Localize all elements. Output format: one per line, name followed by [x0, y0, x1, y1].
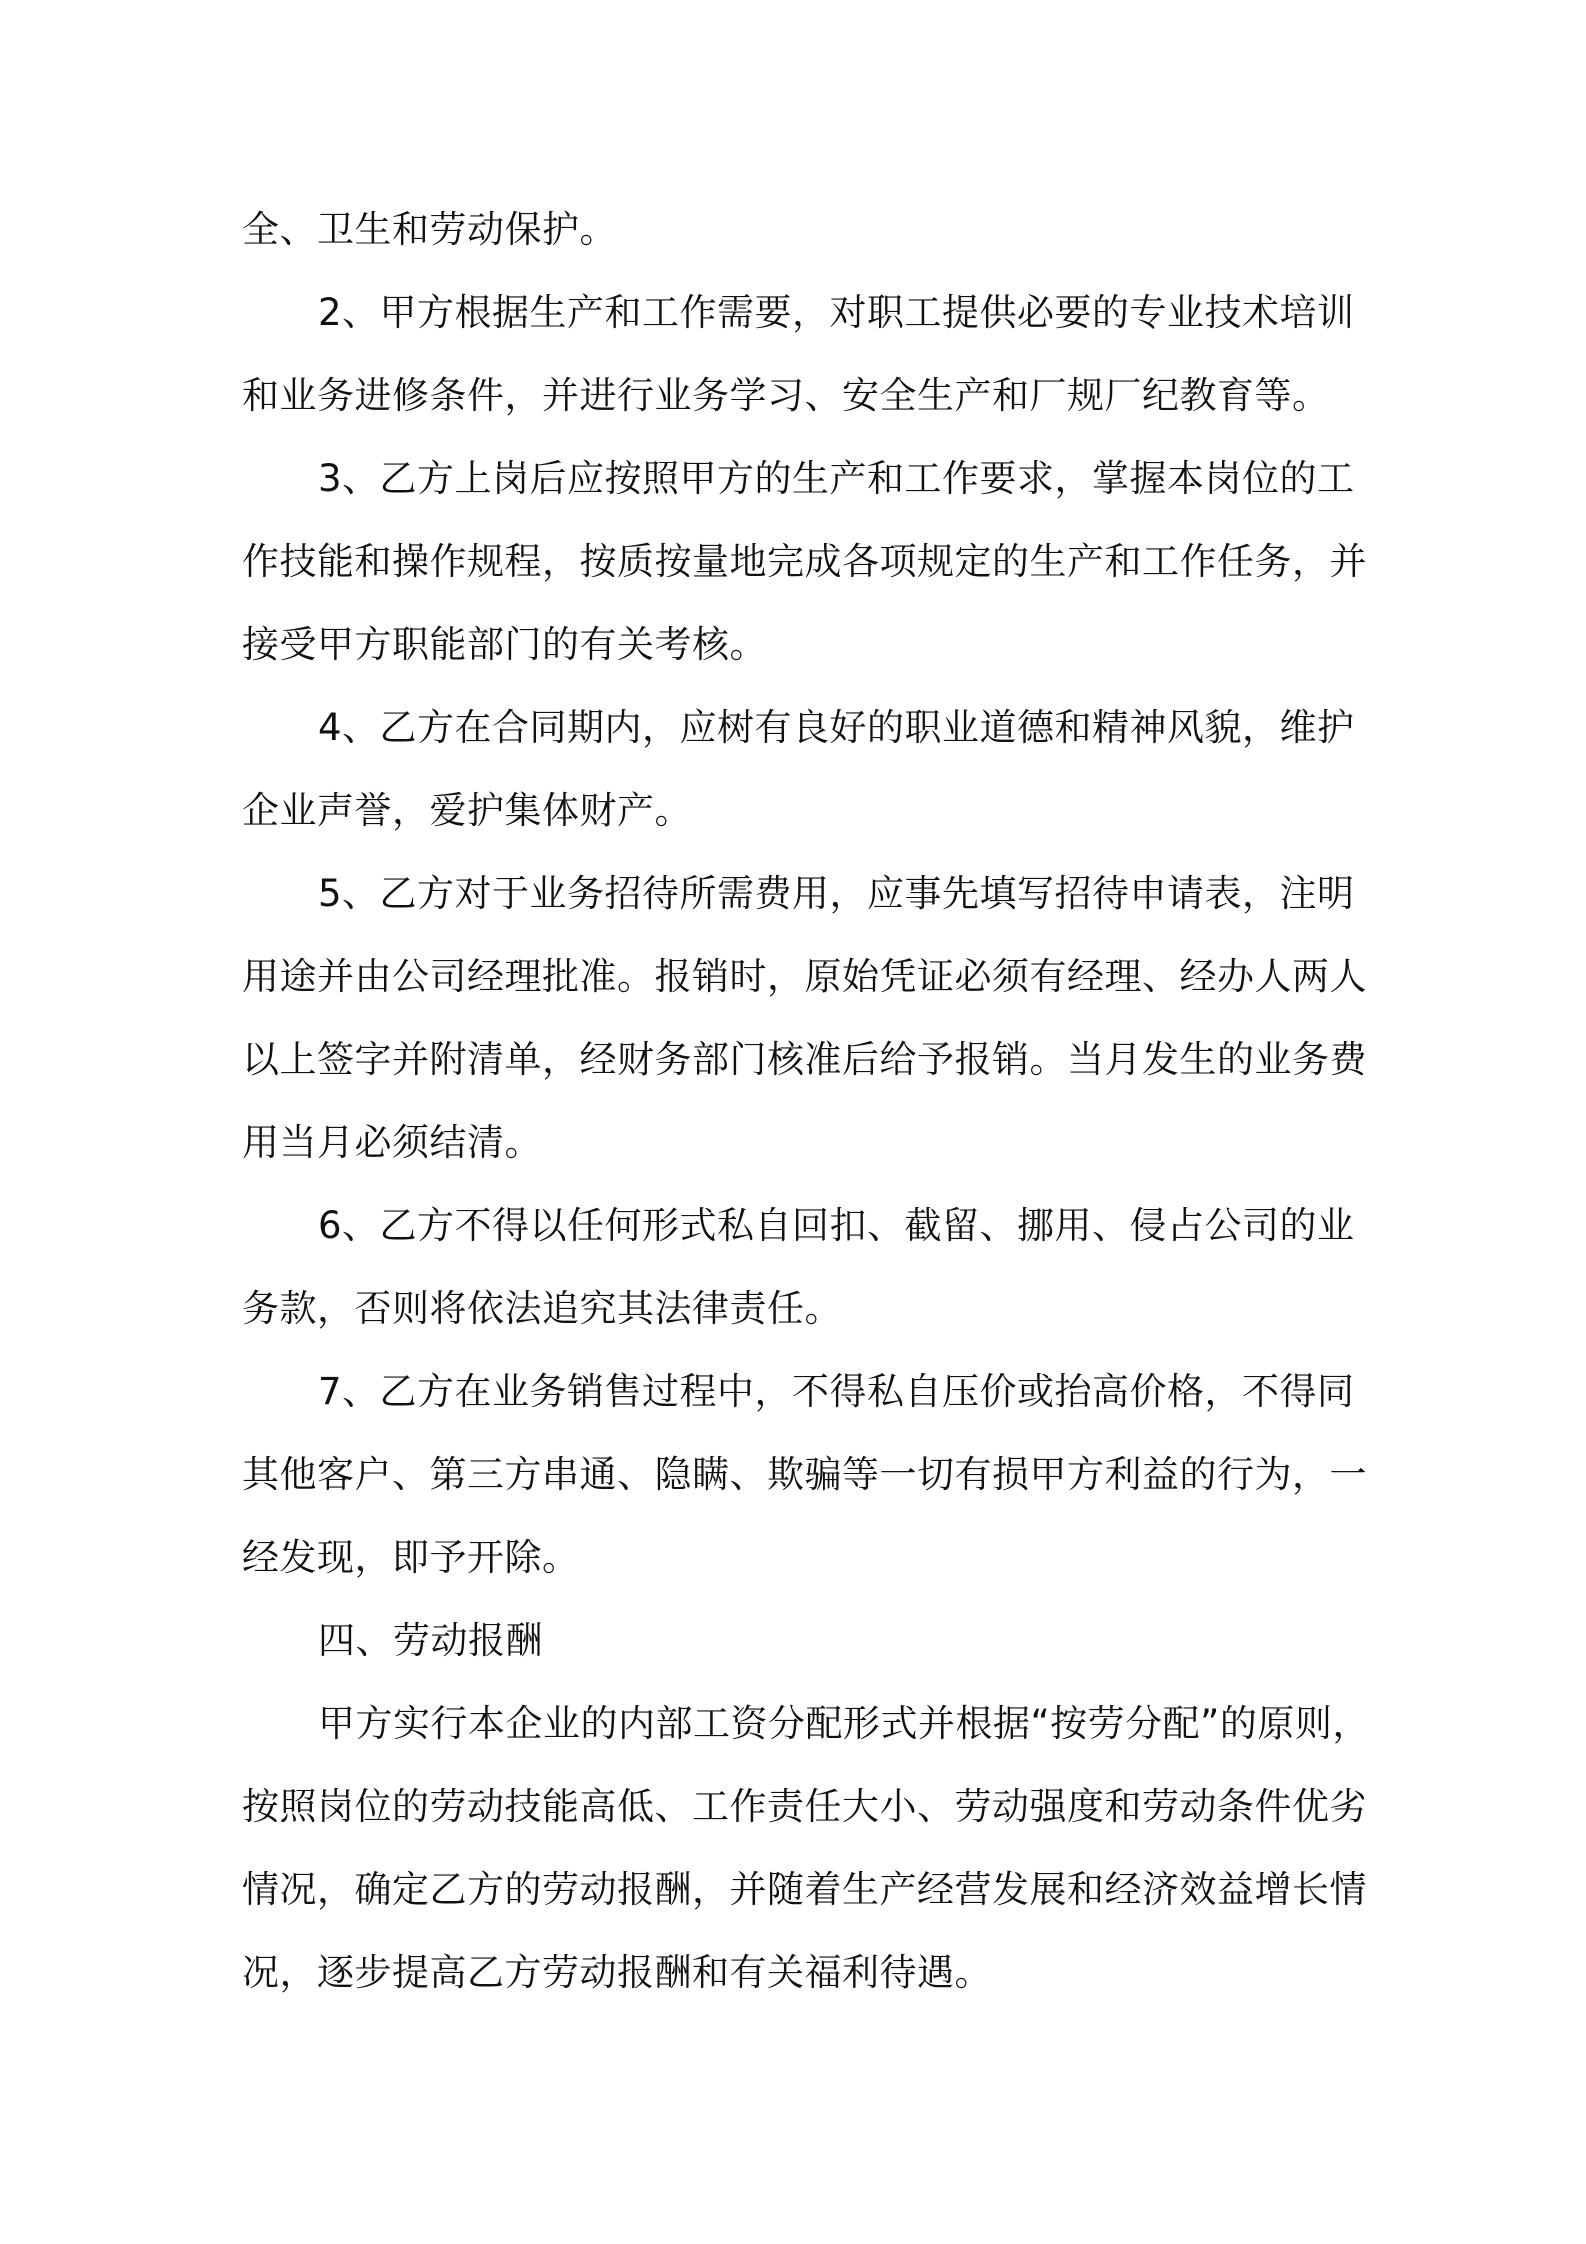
text-line: 作技能和操作规程，按质按量地完成各项规定的生产和工作任务，并 [242, 540, 1367, 583]
text-line: 和业务进修条件，并进行业务学习、安全生产和厂规厂纪教育等。 [242, 374, 1330, 417]
clause-7-line: 7、乙方在业务销售过程中，不得私自压价或抬高价格，不得同 [318, 1370, 1355, 1413]
text-line: 其他客户、第三方串通、隐瞒、欺骗等一切有损甲方利益的行为，一 [242, 1453, 1367, 1496]
text-line: 全、卫生和劳动保护。 [242, 208, 617, 251]
clause-5-line: 5、乙方对于业务招待所需费用，应事先填写招待申请表，注明 [318, 872, 1355, 915]
text-line: 企业声誉，爱护集体财产。 [242, 789, 692, 832]
text-line: 用当月必须结清。 [242, 1121, 542, 1164]
text-line: 情况，确定乙方的劳动报酬，并随着生产经营发展和经济效益增长情 [242, 1868, 1367, 1911]
clause-2-line: 2、甲方根据生产和工作需要，对职工提供必要的专业技术培训 [318, 291, 1355, 334]
text-line: 况，逐步提高乙方劳动报酬和有关福利待遇。 [242, 1951, 992, 1994]
text-line: 用途并由公司经理批准。报销时，原始凭证必须有经理、经办人两人 [242, 955, 1367, 998]
text-line: 以上签字并附清单，经财务部门核准后给予报销。当月发生的业务费 [242, 1038, 1367, 1081]
clause-6-line: 6、乙方不得以任何形式私自回扣、截留、挪用、侵占公司的业 [318, 1204, 1355, 1247]
clause-4-line: 4、乙方在合同期内，应树有良好的职业道德和精神风貌，维护 [318, 706, 1355, 749]
text-line: 按照岗位的劳动技能高低、工作责任大小、劳动强度和劳动条件优劣 [242, 1785, 1367, 1828]
section-heading: 四、劳动报酬 [318, 1619, 543, 1662]
text-line: 务款，否则将依法追究其法律责任。 [242, 1287, 842, 1330]
paragraph-line: 甲方实行本企业的内部工资分配形式并根据“按劳分配”的原则， [318, 1702, 1370, 1745]
text-line: 接受甲方职能部门的有关考核。 [242, 623, 767, 666]
clause-3-line: 3、乙方上岗后应按照甲方的生产和工作要求，掌握本岗位的工 [318, 457, 1355, 500]
text-line: 经发现，即予开除。 [242, 1536, 580, 1579]
